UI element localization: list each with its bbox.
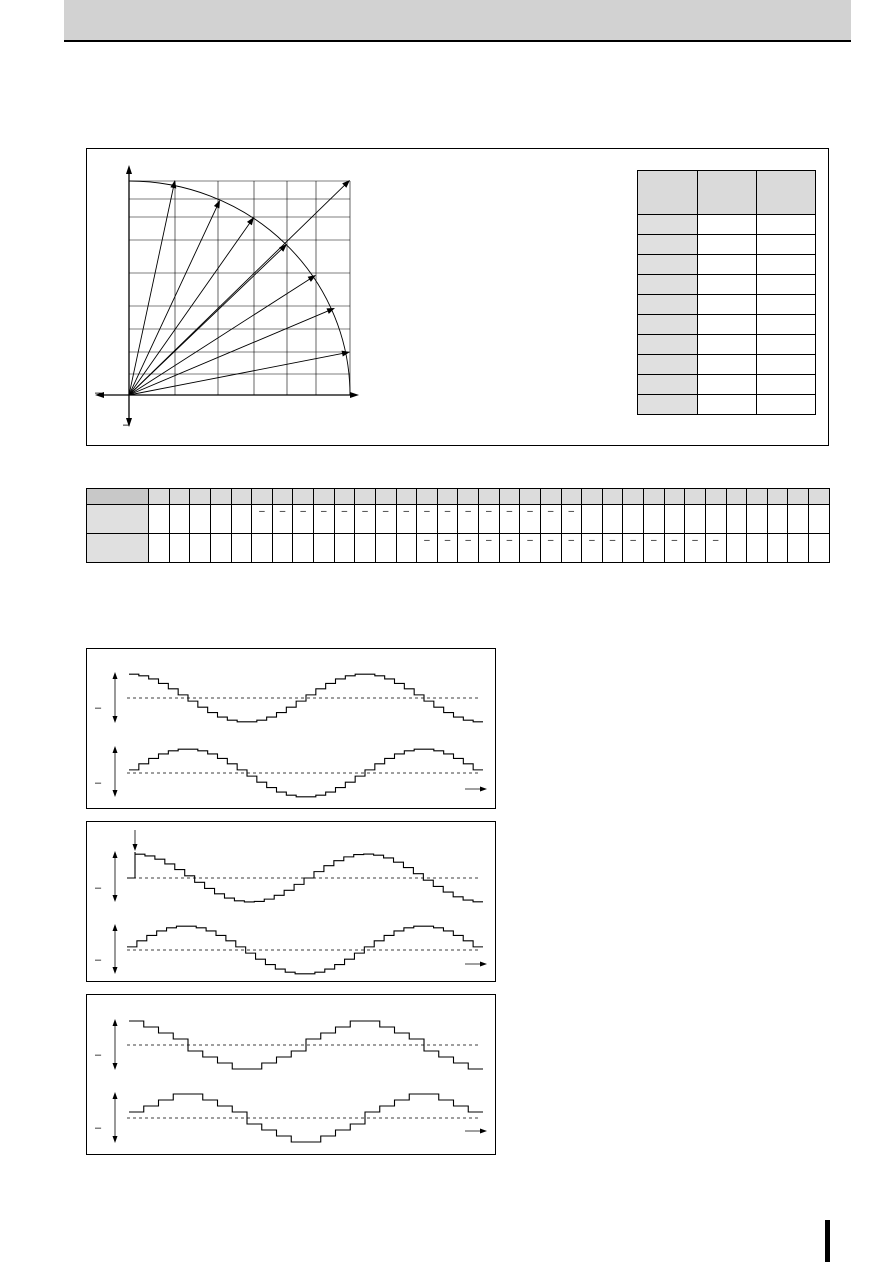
vector-arrowhead-icon (326, 308, 335, 314)
phase-table-header (638, 171, 698, 215)
lower-minus-sign: – (95, 777, 102, 789)
phase-table-header (757, 171, 816, 215)
waveform-plot-2 (87, 822, 497, 983)
step-table-cell: – (458, 534, 479, 563)
step-table-cell: – (437, 505, 458, 534)
step-table-cell: – (561, 534, 582, 563)
step-table-cell (334, 534, 355, 563)
phase-table-cell (698, 395, 757, 415)
step-table-cell (314, 489, 335, 505)
step-table-cell (499, 489, 520, 505)
step-table-cell: – (520, 534, 541, 563)
vector-line (129, 183, 346, 395)
phase-table-cell (638, 215, 698, 235)
lower-amplitude-arrow (113, 924, 118, 974)
waveform-panel-1 (86, 648, 496, 809)
phase-table-cell (757, 235, 816, 255)
phase-table-cell (757, 355, 816, 375)
step-table-cell (747, 505, 768, 534)
upper-amplitude-arrow (113, 851, 118, 902)
step-table-cell (314, 534, 335, 563)
y-axis-minus-sign: – (123, 417, 130, 431)
waveform-panel-3 (86, 994, 496, 1155)
step-table-label-cell (87, 534, 149, 563)
step-table-cell (272, 489, 293, 505)
step-table-cell (169, 534, 190, 563)
step-table-cell (252, 534, 273, 563)
step-table-cell: – (334, 505, 355, 534)
upper-minus-sign: – (95, 882, 102, 894)
phase-table-cell (757, 395, 816, 415)
phase-table-cell (698, 335, 757, 355)
step-table-cell (809, 534, 830, 563)
phase-table-cell (638, 295, 698, 315)
step-table-cell (210, 505, 231, 534)
step-table-cell (375, 489, 396, 505)
time-arrow-icon (465, 962, 487, 967)
x-axis-minus-sign: – (95, 385, 102, 399)
step-table-cell: – (479, 505, 500, 534)
lower-minus-sign: – (95, 954, 102, 966)
step-table-row (87, 505, 830, 534)
step-table-cell: – (479, 534, 500, 563)
phase-table-row (638, 355, 816, 375)
step-table-cell (582, 489, 603, 505)
phase-table-cell (757, 255, 816, 275)
start-marker-arrow-icon (133, 830, 138, 851)
step-sequence-table (86, 488, 830, 563)
phase-table-cell (698, 315, 757, 335)
step-table-cell (705, 505, 726, 534)
step-table-cell (664, 505, 685, 534)
phase-table-cell (698, 295, 757, 315)
step-table-cell: – (561, 505, 582, 534)
step-table-cell (190, 534, 211, 563)
step-table-cell: – (458, 505, 479, 534)
step-table-cell (190, 505, 211, 534)
step-table-cell (602, 489, 623, 505)
waveform-panel-2 (86, 821, 496, 982)
phase-table-cell (698, 235, 757, 255)
phase-table-row (638, 235, 816, 255)
step-table-cell (149, 505, 170, 534)
phase-table (637, 170, 816, 415)
step-table-cell: – (375, 505, 396, 534)
step-table-cell: – (664, 534, 685, 563)
phase-table-header (698, 171, 757, 215)
step-table-cell (231, 505, 252, 534)
x-axis-arrow-right-icon (350, 392, 359, 398)
upper-waveform-trace (127, 852, 483, 902)
step-table-cell (726, 505, 747, 534)
step-table-cell (664, 489, 685, 505)
lower-amplitude-arrow (113, 746, 118, 797)
step-table-cell (375, 534, 396, 563)
step-table-cell (685, 505, 706, 534)
step-table-cell (767, 534, 788, 563)
step-table-cell (293, 489, 314, 505)
step-table-cell (561, 489, 582, 505)
step-table-cell (169, 505, 190, 534)
step-table-cell (272, 534, 293, 563)
step-table-cell: – (623, 534, 644, 563)
step-table-cell (809, 489, 830, 505)
step-table-cell (169, 489, 190, 505)
phase-table-cell (638, 355, 698, 375)
step-table-label-cell (87, 505, 149, 534)
phase-table-cell (638, 255, 698, 275)
step-table-cell (726, 534, 747, 563)
step-table-cell: – (540, 505, 561, 534)
phase-table-cell (638, 275, 698, 295)
upper-amplitude-arrow (113, 672, 118, 723)
phase-table-cell (698, 215, 757, 235)
step-table-cell (149, 489, 170, 505)
page-edge-marker (825, 1220, 830, 1262)
step-table-cell (210, 534, 231, 563)
step-table-cell (602, 505, 623, 534)
step-table-cell (396, 489, 417, 505)
step-table-cell (767, 505, 788, 534)
step-table-cell (437, 489, 458, 505)
step-table-cell (231, 489, 252, 505)
step-table-cell (623, 489, 644, 505)
step-table-cell (582, 505, 603, 534)
phase-table-cell (757, 375, 816, 395)
step-table-cell (458, 489, 479, 505)
upper-minus-sign: – (95, 1049, 102, 1061)
phase-table-cell (698, 355, 757, 375)
phase-table-row (638, 395, 816, 415)
step-table-cell (334, 489, 355, 505)
step-table-cell (520, 489, 541, 505)
phase-table-cell (638, 335, 698, 355)
step-table-cell: – (417, 534, 438, 563)
step-table-cell (231, 534, 252, 563)
step-table-cell: – (499, 505, 520, 534)
step-table-cell: – (272, 505, 293, 534)
step-table-cell (190, 489, 211, 505)
y-axis-arrow-up-icon (126, 165, 132, 174)
step-table-cell: – (437, 534, 458, 563)
step-table-cell (788, 505, 809, 534)
step-table-cell (644, 505, 665, 534)
step-table-cell (293, 534, 314, 563)
step-table-cell: – (417, 505, 438, 534)
step-table-cell (767, 489, 788, 505)
step-table-cell: – (582, 534, 603, 563)
step-table-cell (685, 489, 706, 505)
step-table-label-cell (87, 489, 149, 505)
step-table-cell: – (644, 534, 665, 563)
phase-table-cell (757, 215, 816, 235)
phase-table-row (638, 275, 816, 295)
step-table-cell (417, 489, 438, 505)
step-table-cell (705, 489, 726, 505)
lower-minus-sign: – (95, 1122, 102, 1134)
step-table-cell (479, 489, 500, 505)
waveform-plot-3 (87, 995, 497, 1156)
step-table-cell (355, 489, 376, 505)
lower-amplitude-arrow (113, 1092, 118, 1143)
step-table-cell: – (520, 505, 541, 534)
step-table-cell (540, 489, 561, 505)
step-table-cell (788, 489, 809, 505)
phase-table-cell (757, 275, 816, 295)
phase-table-cell (638, 235, 698, 255)
phase-table-cell (698, 275, 757, 295)
step-table-cell (644, 489, 665, 505)
phase-table-cell (698, 375, 757, 395)
step-table-cell (747, 534, 768, 563)
step-table-cell: – (602, 534, 623, 563)
step-table-cell (355, 534, 376, 563)
phase-table-row (638, 255, 816, 275)
phase-table-row (638, 215, 816, 235)
step-table-cell (252, 489, 273, 505)
step-table-cell (210, 489, 231, 505)
phase-table-cell (638, 375, 698, 395)
phase-table-cell (757, 335, 816, 355)
time-arrow-icon (465, 1129, 487, 1134)
vector-diagram-panel (86, 148, 829, 446)
upper-minus-sign: – (95, 702, 102, 714)
vector-arrowhead-icon (214, 200, 220, 209)
phase-table-cell (638, 395, 698, 415)
step-table-row (87, 534, 830, 563)
page-header-bar (64, 0, 851, 42)
waveform-plot-1 (87, 649, 497, 810)
phase-table-cell (638, 315, 698, 335)
time-arrow-icon (465, 787, 487, 792)
step-table-cell: – (540, 534, 561, 563)
step-table-cell: – (396, 505, 417, 534)
upper-amplitude-arrow (113, 1019, 118, 1070)
step-table-cell (623, 505, 644, 534)
step-table-cell (149, 534, 170, 563)
step-table-cell: – (355, 505, 376, 534)
phase-table-cell (698, 255, 757, 275)
phase-table-cell (757, 315, 816, 335)
phase-table-row (638, 295, 816, 315)
step-table-cell (788, 534, 809, 563)
step-table-cell (809, 505, 830, 534)
step-table-cell: – (252, 505, 273, 534)
step-table-header-row (87, 489, 830, 505)
step-table-cell (747, 489, 768, 505)
phase-table-row (638, 375, 816, 395)
phase-table-cell (757, 295, 816, 315)
step-table-cell (396, 534, 417, 563)
step-table-cell: – (314, 505, 335, 534)
step-table-cell (726, 489, 747, 505)
step-table-cell: – (705, 534, 726, 563)
step-table-cell: – (499, 534, 520, 563)
phase-table-row (638, 335, 816, 355)
step-table-cell: – (685, 534, 706, 563)
step-table-cell: – (293, 505, 314, 534)
phase-table-row (638, 315, 816, 335)
vector-arrows (129, 180, 350, 395)
